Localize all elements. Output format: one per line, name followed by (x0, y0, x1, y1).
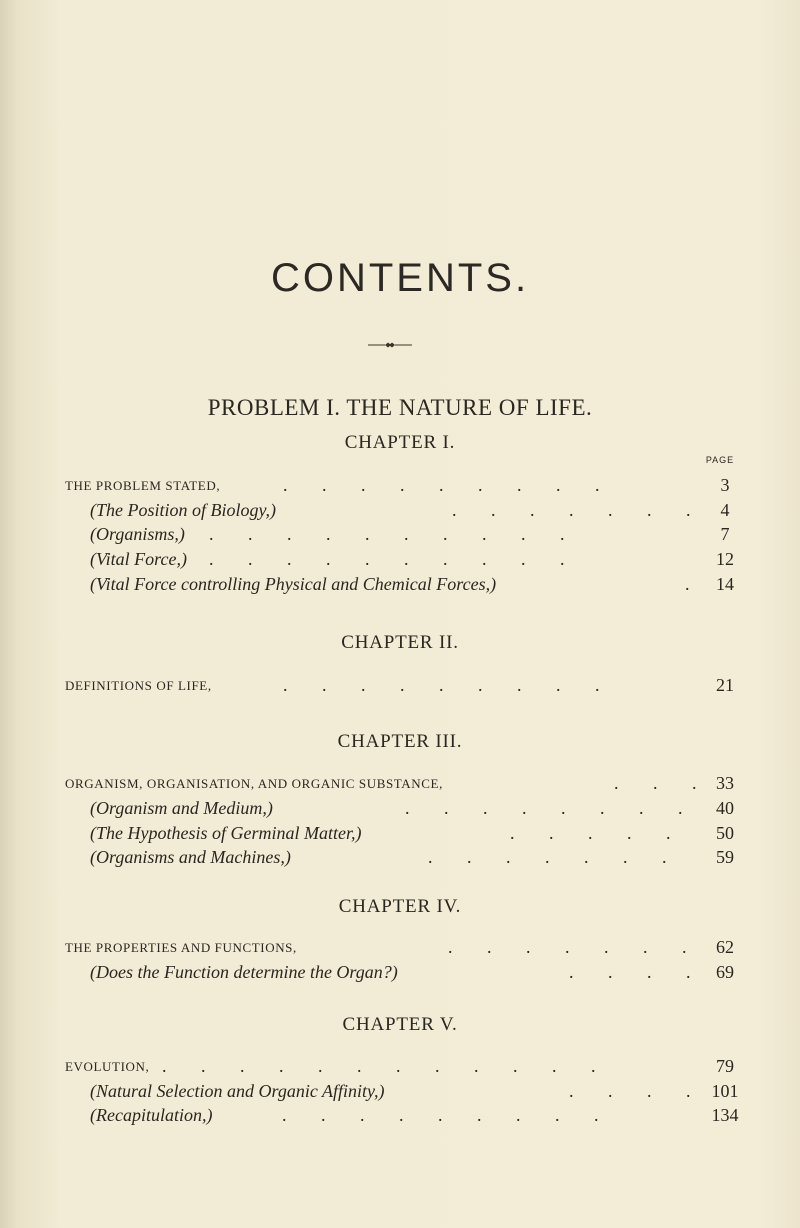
dot-leader: . . . . . . . . (405, 798, 698, 818)
dot-leader: . . . . (569, 1081, 706, 1101)
toc-entry (0, 574, 800, 598)
toc-entry (0, 937, 800, 961)
toc-entry (0, 1081, 800, 1105)
entry-label: THE PROBLEM STATED, (65, 478, 221, 493)
problem-heading: PROBLEM I. THE NATURE OF LIFE. (207, 395, 593, 420)
dot-leader: . . . . . . . . . . (209, 549, 580, 569)
entry-label: (Vital Force controlling Physical and Chemical Forces,) (90, 574, 497, 594)
page-number: 50 (716, 823, 734, 843)
ornament-divider-icon (368, 341, 412, 349)
page-number: 62 (716, 937, 734, 957)
page-title: CONTENTS. (270, 256, 530, 300)
chapter-heading: CHAPTER III. (337, 731, 463, 752)
entry-label: ORGANISM, ORGANISATION, AND ORGANIC SUBSTANCE, (65, 776, 443, 791)
chapter-heading: CHAPTER I. (344, 432, 456, 453)
toc-entry (0, 675, 800, 699)
page-number: 33 (716, 773, 734, 793)
page-column-label: PAGE (705, 455, 735, 465)
toc-entry (0, 1105, 800, 1129)
entry-label: (Organisms,) (90, 524, 185, 544)
chapter-heading: CHAPTER V. (342, 1014, 458, 1035)
entry-label: (Vital Force,) (90, 549, 187, 569)
entry-label: (The Hypothesis of Germinal Matter,) (90, 823, 362, 843)
page-number: 21 (716, 675, 734, 695)
toc-entry (0, 847, 800, 871)
dot-leader: . . . . . . . (452, 500, 706, 520)
page-number: 14 (716, 574, 734, 594)
toc-entry (0, 524, 800, 548)
dot-leader: . . . (614, 773, 712, 793)
chapter-heading: CHAPTER II. (341, 632, 459, 653)
dot-leader: . . . . . . . (448, 937, 702, 957)
entry-label: (The Position of Biology,) (90, 500, 276, 520)
entry-label: (Recapitulation,) (90, 1105, 213, 1125)
entry-label: DEFINITIONS OF LIFE, (65, 678, 212, 693)
dot-leader: . . . . . . . (428, 847, 682, 867)
toc-entry (0, 773, 800, 797)
dot-leader: . (685, 574, 705, 594)
entry-label: (Organisms and Machines,) (90, 847, 291, 867)
toc-entry (0, 1056, 800, 1080)
page-number: 12 (716, 549, 734, 569)
page-number: 40 (716, 798, 734, 818)
toc-entry (0, 500, 800, 524)
dot-leader: . . . . . . . . . (283, 475, 615, 495)
chapter-heading: CHAPTER IV. (338, 896, 462, 917)
dot-leader: . . . . (569, 962, 706, 982)
toc-entry (0, 475, 800, 499)
dot-leader: . . . . . . . . . . . . (162, 1056, 611, 1076)
entry-label: (Does the Function determine the Organ?) (90, 962, 398, 982)
page-number: 134 (711, 1105, 739, 1125)
dot-leader: . . . . . (510, 823, 686, 843)
page-number: 79 (716, 1056, 734, 1076)
page-number: 59 (716, 847, 734, 867)
page-number: 69 (716, 962, 734, 982)
entry-label: (Natural Selection and Organic Affinity,) (90, 1081, 385, 1101)
entry-label: EVOLUTION, (65, 1059, 150, 1074)
page-number: 4 (720, 500, 730, 520)
page-number: 101 (711, 1081, 739, 1101)
toc-entry (0, 823, 800, 847)
entry-label: (Organism and Medium,) (90, 798, 273, 818)
dot-leader: . . . . . . . . . . (209, 524, 580, 544)
entry-label: THE PROPERTIES AND FUNCTIONS, (65, 940, 297, 955)
page-number: 3 (720, 475, 730, 495)
toc-entry (0, 798, 800, 822)
dot-leader: . . . . . . . . . (283, 675, 615, 695)
toc-entry (0, 962, 800, 986)
page-number: 7 (720, 524, 730, 544)
dot-leader: . . . . . . . . . (282, 1105, 614, 1125)
toc-entry (0, 549, 800, 573)
